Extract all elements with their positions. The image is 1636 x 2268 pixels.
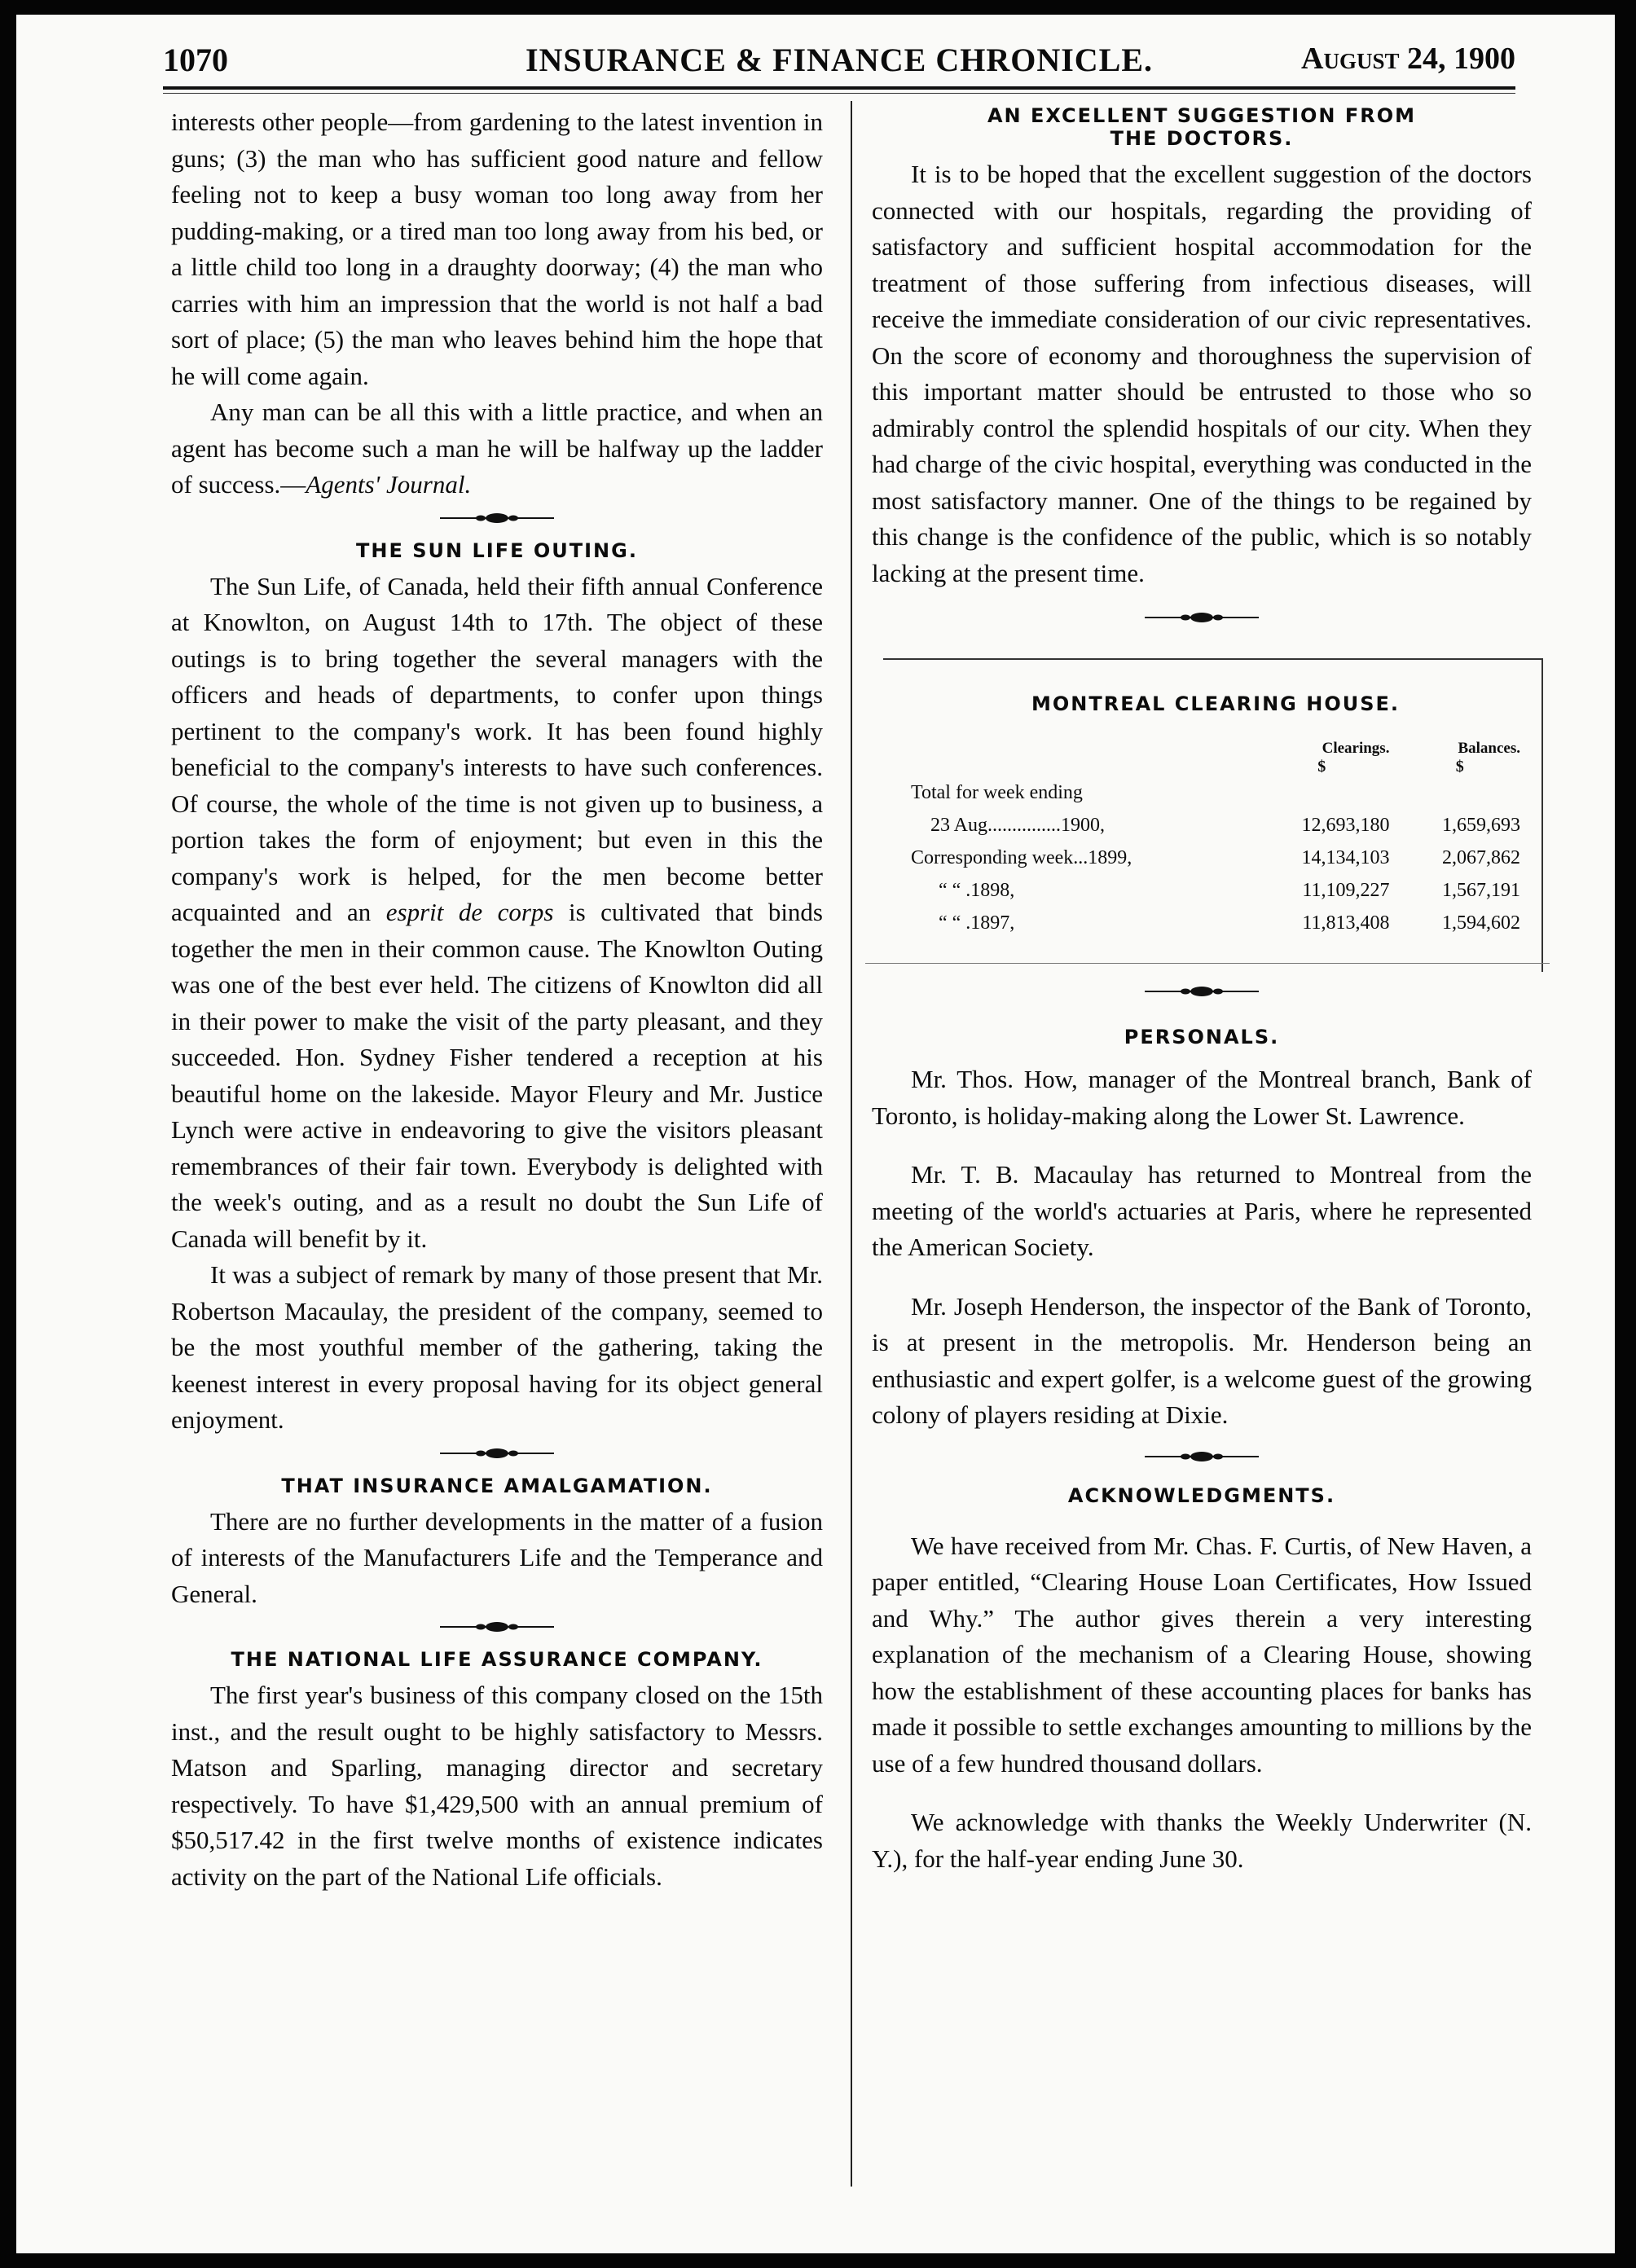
doctors-heading-line-1: AN EXCELLENT SUGGESTION FROM bbox=[987, 104, 1416, 127]
ornament-divider bbox=[171, 510, 823, 534]
header-rule bbox=[163, 86, 1515, 90]
header-rule-thin bbox=[163, 93, 1515, 94]
national-life-paragraph: The first year's business of this company closed on the 15th inst., and the result ought to be highly satisfactory to Messrs. Matson and Sparling, managing director and secretary respectively. To have $1,429,500 with an annual premium of $50,517.42 in the first twelve months of existence indicates activity on the part of the National Life officials. bbox=[171, 1681, 823, 1891]
table-currency-row bbox=[906, 758, 1525, 776]
row-label: “ “ .1898, bbox=[939, 880, 1015, 901]
ornament-divider bbox=[171, 1445, 823, 1470]
doctors-heading-line-2: THE DOCTORS. bbox=[1110, 127, 1294, 150]
right-column bbox=[872, 104, 1532, 1877]
sun-life-heading: THE SUN LIFE OUTING. bbox=[356, 538, 638, 562]
table-row bbox=[906, 907, 1525, 939]
col-balances: Balances. bbox=[1458, 740, 1520, 757]
issue-date: August 24, 1900 bbox=[1301, 42, 1515, 76]
table-row bbox=[906, 874, 1525, 907]
row-clearings: 11,813,408 bbox=[1302, 912, 1390, 934]
ornament-divider bbox=[872, 1448, 1532, 1473]
clearing-house-box bbox=[883, 658, 1543, 972]
personals-paragraph-2: Mr. T. B. Macaulay has returned to Montreal from the meeting of the world's actuaries at Paris, where he represented the American Society. bbox=[872, 1160, 1532, 1261]
clearing-house-table bbox=[906, 740, 1525, 939]
currency-symbol-balances: $ bbox=[1455, 758, 1464, 776]
national-life-heading: THE NATIONAL LIFE ASSURANCE COMPANY. bbox=[231, 1648, 763, 1671]
sun-life-paragraph-1 bbox=[171, 569, 823, 1258]
intro-source: Agents' Journal. bbox=[306, 470, 472, 499]
table-row bbox=[906, 809, 1525, 842]
clearing-house-heading: MONTREAL CLEARING HOUSE. bbox=[1031, 692, 1401, 715]
row-clearings: 11,109,227 bbox=[1302, 880, 1390, 901]
left-column bbox=[171, 104, 823, 1895]
personals-paragraph-1: Mr. Thos. How, manager of the Montreal branch, Bank of Toronto, is holiday-making along the Lower St. Lawrence. bbox=[872, 1065, 1532, 1130]
page-number: 1070 bbox=[163, 42, 228, 78]
column-divider bbox=[851, 101, 852, 2187]
empty-header bbox=[906, 740, 1249, 758]
ornament-divider bbox=[171, 1619, 823, 1643]
empty-header bbox=[906, 758, 1249, 776]
acknowledgments-paragraph-2: We acknowledge with thanks the Weekly Underwriter (N. Y.), for the half-year ending June 30. bbox=[872, 1808, 1532, 1873]
sun-life-paragraph-1-italic: esprit de corps bbox=[385, 898, 554, 926]
row-label: “ “ .1897, bbox=[939, 912, 1015, 934]
journal-title: INSURANCE & FINANCE CHRONICLE. bbox=[525, 42, 1154, 78]
table-intro-label: Total for week ending bbox=[911, 782, 1083, 803]
sun-life-paragraph-2: It was a subject of remark by many of those present that Mr. Robertson Macaulay, the president of the company, seemed to be the most youthful member of the gathering, taking the keenest interest in every proposal having for its object general enjoyment. bbox=[171, 1260, 823, 1434]
row-clearings: 14,134,103 bbox=[1301, 847, 1390, 868]
table-row bbox=[906, 776, 1525, 809]
row-balances: 1,567,191 bbox=[1442, 880, 1520, 901]
intro-paragraph: interests other people—from gardening to the latest invention in guns; (3) the man who has sufficient good nature and fellow feeling not to keep a busy woman too long away from her pudding-making, or a tired man too long away from his bed, or a little child too long in a draughty doorway; (4) the man who carries with him an impression that the world is not half a bad sort of place; (5) the man who leaves behind him the hope that he will come again. bbox=[171, 108, 823, 390]
page-header bbox=[163, 37, 1515, 83]
intro-paragraph-2 bbox=[171, 394, 823, 503]
acknowledgments-paragraph-1: We have received from Mr. Chas. F. Curtis, of New Haven, a paper entitled, “Clearing House Loan Certificates, How Issued and Why.” The author gives therein a very interesting explanation of the mechanism of a Clearing House, showing how the establishment of these accounting places for banks has made it possible to settle exchanges amounting to millions by the use of a few hundred thousand dollars. bbox=[872, 1531, 1532, 1778]
doctors-paragraph: It is to be hoped that the excellent suggestion of the doctors connected with our hospitals, regarding the providing of satisfactory and sufficient hospital accommodation for the treatment of those suffering from infectious diseases, will receive the immediate consideration of our civic representatives. On the score of economy and thoroughness the supervision of this important matter should be entrusted to those who so admirably control the splendid hospitals of our city. When they had charge of the civic hospital, everything was conducted in the most satisfactory manner. One of the things to be regained by this change is the confidence of the public, which is so notably lacking at the present time. bbox=[872, 160, 1532, 587]
sun-life-paragraph-1-a: The Sun Life, of Canada, held their fifth annual Conference at Knowlton, on August 14th to 17th. The object of these outings is to bring together the several managers with the officers and heads of departments, to confer upon things pertinent to the company's work. It has been found highly beneficial to the company's interests to have such conferences. Of course, the whole of the time is not given up to business, a portion takes the form of enjoyment; but even in this the company's work is helped, for the men become better acquainted and an bbox=[171, 571, 823, 926]
ornament-divider bbox=[872, 609, 1532, 634]
col-clearings: Clearings. bbox=[1322, 740, 1390, 757]
personals-paragraph-3: Mr. Joseph Henderson, the inspector of the Bank of Toronto, is at present in the metropolis. Mr. Henderson being an enthusiastic and expert golfer, is a welcome guest of the growing colony of players residing at Dixie. bbox=[872, 1291, 1532, 1429]
row-balances: 1,659,693 bbox=[1442, 815, 1520, 836]
table-row bbox=[906, 842, 1525, 874]
amalgamation-paragraph: There are no further developments in the matter of a fusion of interests of the Manufacturers Life and the Temperance and General. bbox=[171, 1506, 823, 1608]
sun-life-paragraph-1-b: is cultivated that binds together the men in their common cause. The Knowlton Outing was one of the best ever held. The citizens of Knowlton did all in their power to make the visit of the party pleasant, and they succeeded. Hon. Sydney Fisher tendered a reception at his beautiful home on the lakeside. Mayor Fleury and Mr. Justice Lynch were active in endeavoring to give the visitors pleasant remembrances of their fair town. Everybody is delighted with the week's outing, and as a result no doubt the Sun Life of Canada will benefit by it. bbox=[171, 898, 823, 1253]
row-clearings: 12,693,180 bbox=[1301, 815, 1390, 836]
row-balances: 1,594,602 bbox=[1442, 912, 1520, 934]
row-label: Corresponding week...1899, bbox=[911, 847, 1132, 868]
ornament-divider bbox=[872, 983, 1532, 1008]
personals-heading: PERSONALS. bbox=[1124, 1026, 1280, 1048]
row-label: 23 Aug...............1900, bbox=[930, 815, 1106, 836]
table-header-row bbox=[906, 740, 1525, 758]
currency-symbol-clearings: $ bbox=[1317, 758, 1326, 776]
row-balances: 2,067,862 bbox=[1442, 847, 1520, 868]
intro-paragraph-2-text: Any man can be all this with a little practice, and when an agent has become such a man he will be halfway up the ladder of success.— bbox=[171, 398, 823, 499]
newspaper-page bbox=[16, 15, 1615, 2253]
amalgamation-heading: THAT INSURANCE AMALGAMATION. bbox=[281, 1474, 713, 1497]
acknowledgments-heading: ACKNOWLEDGMENTS. bbox=[1067, 1483, 1336, 1507]
table-bottom-rule bbox=[865, 963, 1550, 964]
